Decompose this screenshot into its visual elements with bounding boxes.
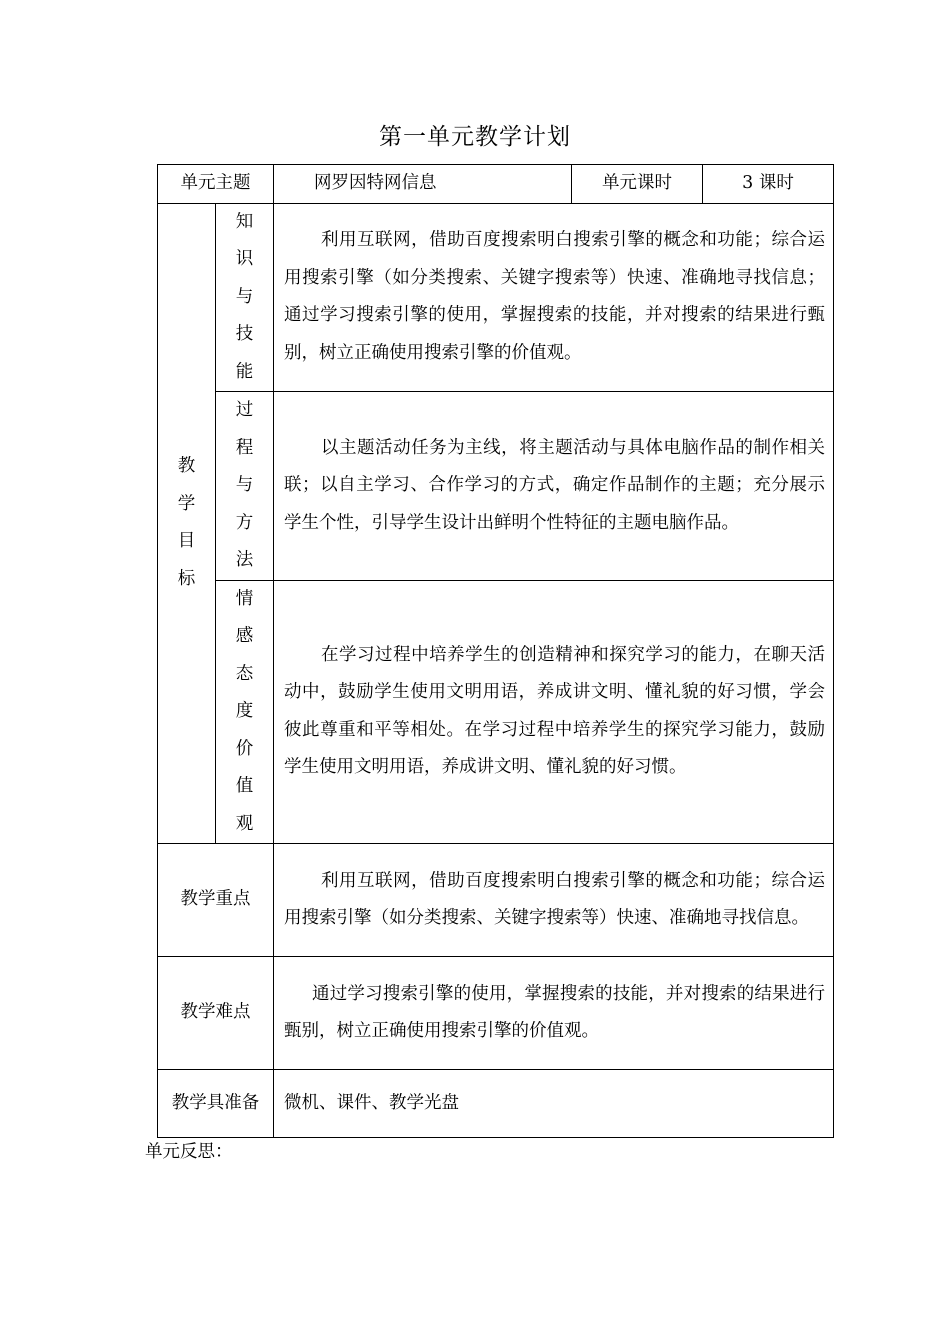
emotion-label-char: 价 <box>235 738 254 759</box>
tools-text: 微机、课件、教学光盘 <box>274 1070 834 1138</box>
unit-theme-value: 网罗因特网信息 <box>274 165 572 204</box>
knowledge-label-char: 能 <box>235 361 254 382</box>
header-row <box>158 165 834 204</box>
plan-table <box>157 164 834 1138</box>
process-label-char: 方 <box>235 512 254 533</box>
difficulties-label: 教学难点 <box>158 957 274 1070</box>
emotion-row <box>158 580 834 844</box>
difficulties-text: 通过学习搜索引擎的使用，掌握搜索的技能，并对搜索的结果进行甄别，树立正确使用搜索引擎的价值观。 <box>274 957 834 1070</box>
knowledge-label-char: 知 <box>235 211 254 232</box>
process-row <box>158 392 834 581</box>
emotion-label-char: 感 <box>235 626 254 646</box>
tools-row <box>158 1070 834 1138</box>
reflection-label: 单元反思： <box>145 1142 233 1162</box>
key-points-row <box>158 844 834 957</box>
goals-label-char: 教 <box>177 456 196 477</box>
process-label-char: 法 <box>235 550 254 570</box>
process-label-char: 程 <box>235 437 254 458</box>
tools-label: 教学具准备 <box>158 1070 274 1138</box>
key-points-label: 教学重点 <box>158 844 274 957</box>
goals-label-char: 学 <box>177 493 196 514</box>
process-label-char: 过 <box>235 400 254 420</box>
key-points-text: 利用互联网，借助百度搜索明白搜索引擎的概念和功能；综合运用搜索引擎（如分类搜索、关键字搜索等）快速、准确地寻找信息。 <box>274 844 834 957</box>
emotion-text: 在学习过程中培养学生的创造精神和探究学习的能力，在聊天活动中，鼓励学生使用文明用语，养成讲文明、懂礼貌的好习惯，学会彼此尊重和平等相处。在学习过程中培养学生的探究学习能力，鼓励学生使用文明用语，养成讲文明、懂礼貌的好习惯。 <box>274 580 834 844</box>
goals-label-char: 标 <box>177 568 196 589</box>
difficulties-row <box>158 957 834 1070</box>
emotion-label-char: 度 <box>235 701 254 721</box>
emotion-label-char: 情 <box>235 588 254 609</box>
knowledge-label-char: 与 <box>235 286 254 307</box>
unit-hours-label: 单元课时 <box>572 165 703 204</box>
unit-theme-label: 单元主题 <box>158 165 274 204</box>
process-text: 以主题活动任务为主线，将主题活动与具体电脑作品的制作相关联；以自主学习、合作学习的方式，确定作品制作的主题；充分展示学生个性，引导学生设计出鲜明个性特征的主题电脑作品。 <box>274 392 834 581</box>
knowledge-row <box>158 203 834 392</box>
goals-label-char: 目 <box>177 531 196 552</box>
knowledge-label-char: 技 <box>235 324 254 344</box>
knowledge-label <box>216 203 274 392</box>
emotion-label-char: 观 <box>235 813 254 834</box>
unit-hours-value: 3 课时 <box>703 165 834 204</box>
process-label <box>216 392 274 581</box>
emotion-label <box>216 580 274 844</box>
page-title: 第一单元教学计划 <box>379 124 571 150</box>
process-label-char: 与 <box>235 475 254 495</box>
emotion-label-char: 值 <box>235 776 254 796</box>
knowledge-text: 利用互联网，借助百度搜索明白搜索引擎的概念和功能；综合运用搜索引擎（如分类搜索、关键字搜索等）快速、准确地寻找信息；通过学习搜索引擎的使用，掌握搜索的技能，并对搜索的结果进行甄别，树立正确使用搜索引擎的价值观。 <box>274 203 834 392</box>
emotion-label-char: 态 <box>235 663 254 684</box>
goals-label <box>158 203 216 844</box>
knowledge-label-char: 识 <box>235 249 254 269</box>
